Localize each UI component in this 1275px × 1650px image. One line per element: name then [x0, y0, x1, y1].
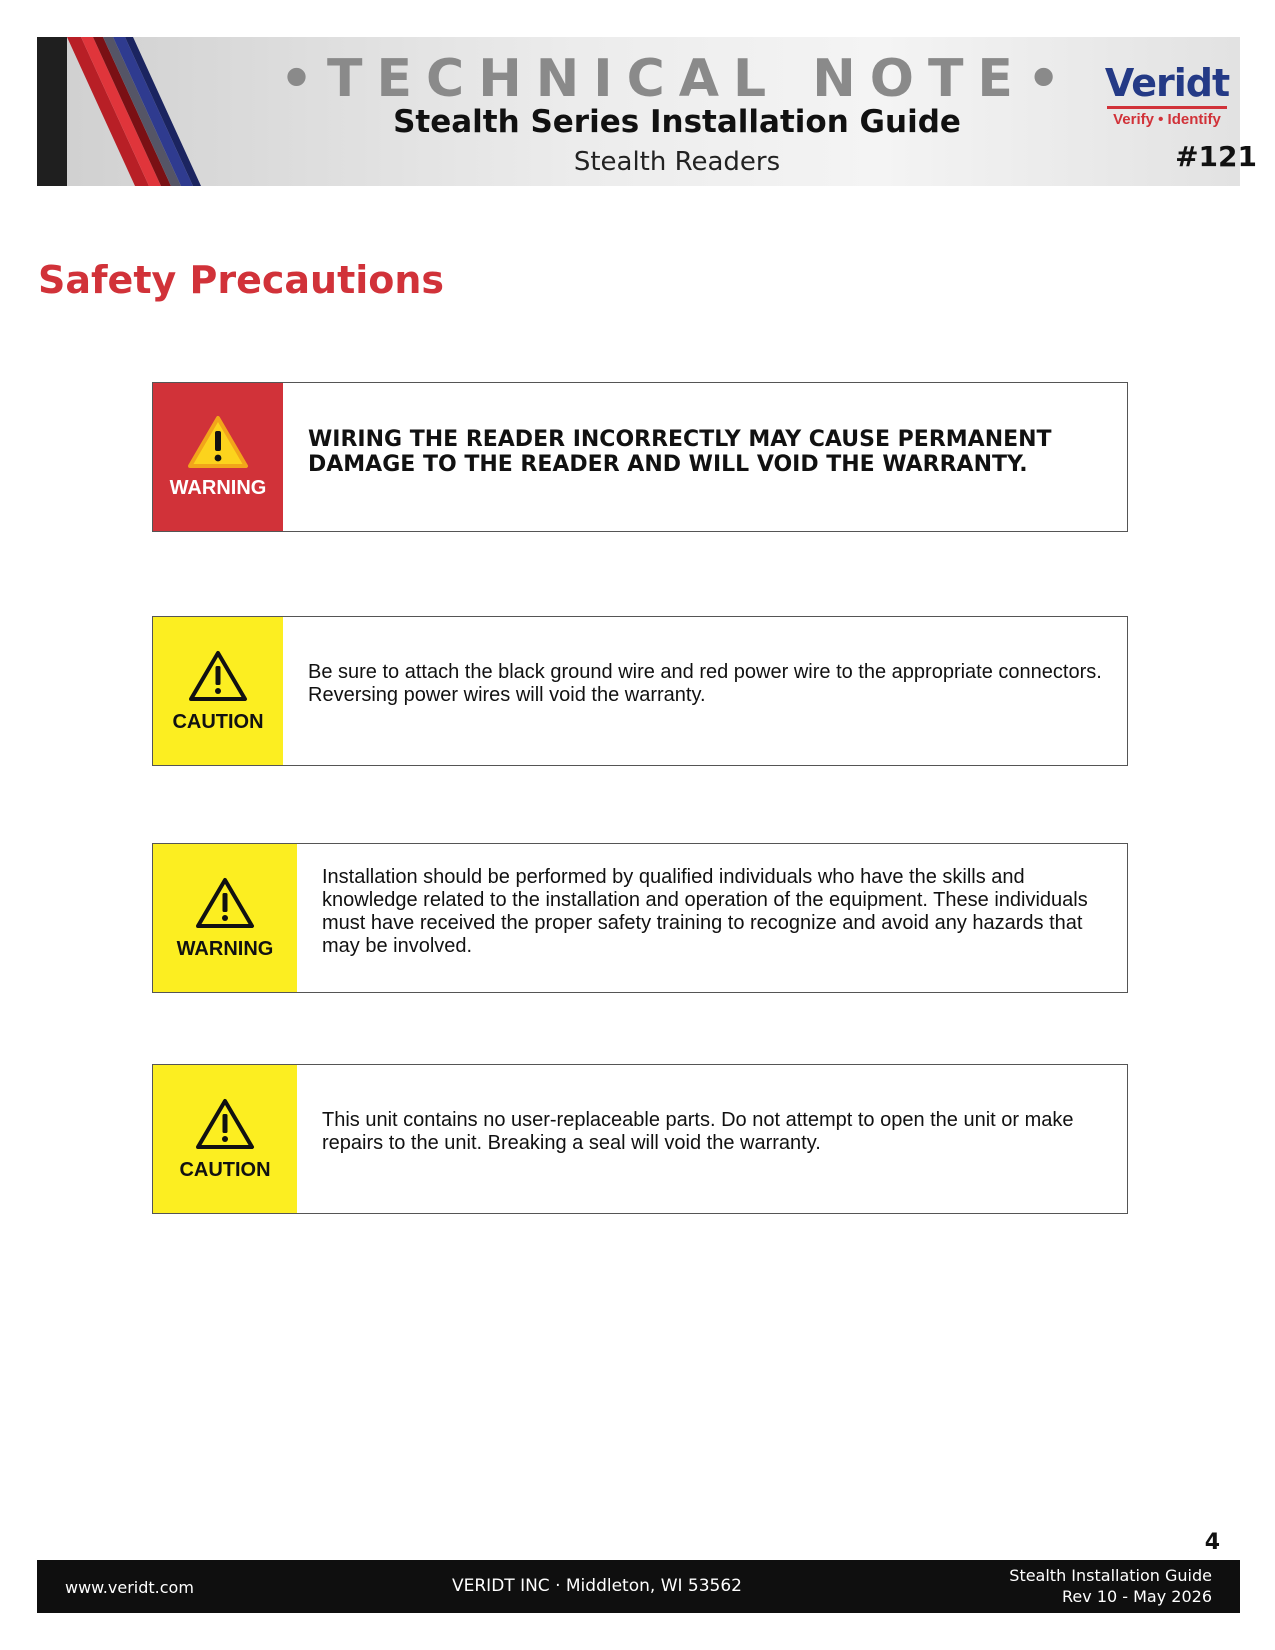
- notice-caution-parts: [152, 1064, 1128, 1214]
- notice-text: Be sure to attach the black ground wire and red power wire to the appropriate connectors. Reversing power wires will void the warranty.: [308, 661, 1102, 706]
- warning-triangle-icon: [187, 415, 249, 469]
- notice-text: This unit contains no user-replaceable parts. Do not attempt to open the unit or make repairs to the unit. Breaking a seal will void the warranty.: [322, 1109, 1074, 1154]
- logo-underline: [1107, 106, 1227, 109]
- header-banner: [37, 37, 1257, 186]
- notice-warning-wiring: [152, 382, 1128, 532]
- series-title: Stealth Series Installation Guide: [393, 104, 961, 140]
- notice-text: Installation should be performed by qualified individuals who have the skills and knowledge related to the installation and operation of the equipment. These individuals must have received the proper safety training to recognize and avoid any hazards that may be involved.: [322, 866, 1088, 957]
- warning-triangle-icon: [187, 649, 249, 703]
- notice-badge: [153, 617, 283, 765]
- footer-guide-title: Stealth Installation Guide: [1009, 1566, 1212, 1585]
- footer-bar: [37, 1560, 1240, 1613]
- notice-badge: [153, 1065, 297, 1213]
- notice-text: WIRING THE READER INCORRECTLY MAY CAUSE PERMANENT DAMAGE TO THE READER AND WILL VOID THE WARRANTY.: [308, 427, 1052, 477]
- technical-note-number: #121: [1175, 140, 1257, 173]
- veridt-logo: [1097, 61, 1237, 131]
- technical-note-title: •TECHNICAL NOTE•: [279, 49, 1075, 109]
- notice-badge: [153, 383, 283, 531]
- notice-warning-qualified: [152, 843, 1128, 993]
- notice-label: CAUTION: [179, 1158, 271, 1181]
- notice-badge: [153, 844, 297, 992]
- notice-label: WARNING: [169, 476, 267, 499]
- notice-label: CAUTION: [172, 710, 264, 733]
- header-stripes-graphic: [37, 37, 237, 186]
- notice-label: WARNING: [176, 937, 274, 960]
- footer-revision: Rev 10 - May 2026: [1062, 1587, 1212, 1606]
- notice-caution-wires: [152, 616, 1128, 766]
- logo-name: Veridt: [1104, 61, 1230, 105]
- warning-triangle-icon: [194, 876, 256, 930]
- document-subtitle: Stealth Readers: [573, 147, 781, 177]
- warning-triangle-icon: [194, 1097, 256, 1151]
- section-heading: Safety Precautions: [38, 258, 445, 302]
- footer-website: www.veridt.com: [65, 1578, 194, 1597]
- footer-company-address: VERIDT INC · Middleton, WI 53562: [452, 1576, 742, 1596]
- logo-tagline: Verify • Identify: [1113, 111, 1221, 128]
- page-number: 4: [1204, 1530, 1220, 1555]
- footer-guide-info: [1009, 1565, 1212, 1607]
